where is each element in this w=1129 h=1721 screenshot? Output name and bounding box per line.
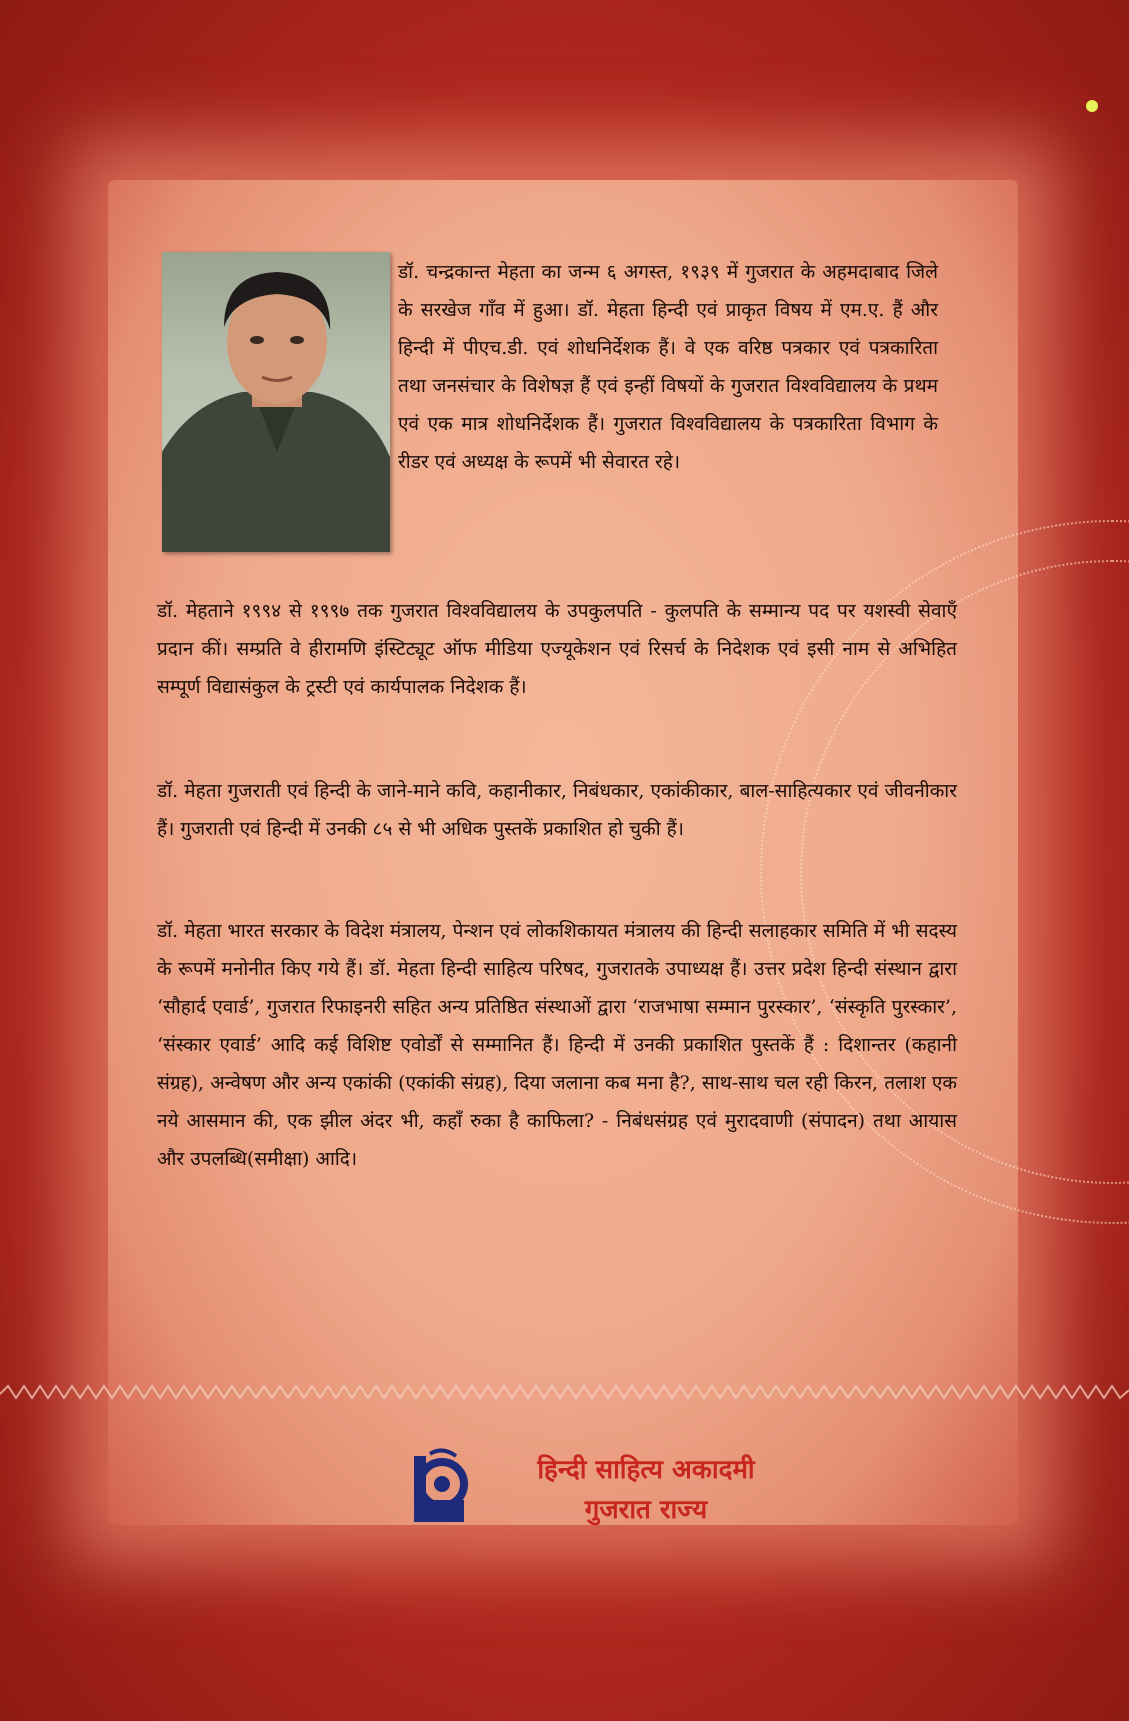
bio-paragraph-3: डॉ. मेहता गुजराती एवं हिन्दी के जाने-माने कवि, कहानीकार, निबंधकार, एकांकीकार, बाल-साहित्यकार एवं जीवनीकार हैं। गुजराती एवं हिन्दी में उनकी ८५ से भी अधिक पुस्तकें प्रकाशित हो चुकी हैं।: [157, 780, 957, 840]
author-portrait-illustration: [162, 252, 390, 552]
decorative-dot: [1086, 100, 1098, 112]
decorative-zigzag-band: [0, 1380, 1129, 1404]
bio-paragraph-2: डॉ. मेहताने १९९४ से १९९७ तक गुजरात विश्वविद्यालय के उपकुलपति - कुलपति के सम्मान्य पद पर यशस्वी सेवाएँ प्रदान कीं। सम्प्रति वे हीरामणि इंस्टिट्यूट ऑफ मीडिया एज्यूकेशन एवं रिसर्च के निदेशक एवं इसी नाम से अभिहित सम्पूर्ण विद्यासंकुल के ट्रस्टी एवं कार्यपालक निदेशक हैं।: [157, 600, 957, 698]
bio-paragraph-1: डॉ. चन्द्रकान्त मेहता का जन्म ६ अगस्त, १९३९ में गुजरात के अहमदाबाद जिले के सरखेज गाँव में हुआ। डॉ. मेहता हिन्दी एवं प्राकृत विषय में एम.ए. हैं और हिन्दी में पीएच.डी. एवं शोधनिर्देशक हैं। वे एक वरिष्ठ पत्रकार एवं पत्रकारिता तथा जनसंचार के विशेषज्ञ हैं एवं इन्हीं विषयों के गुजरात विश्वविद्यालय के प्रथम एवं एक मात्र शोधनिर्देशक हैं। गुजरात विश्वविद्यालय के पत्रकारिता विभाग के रीडर एवं अध्यक्ष के रूपमें भी सेवारत रहे।: [398, 261, 938, 473]
publisher-state: गुजरात राज्य: [584, 1495, 708, 1525]
author-photo: [162, 252, 390, 552]
academy-logo-icon: [408, 1448, 470, 1526]
bio-paragraph-4: डॉ. मेहता भारत सरकार के विदेश मंत्रालय, पेन्शन एवं लोकशिकायत मंत्रालय की हिन्दी सलाहकार समिति में भी सदस्य के रूपमें मनोनीत किए गये हैं। डॉ. मेहता हिन्दी साहित्य परिषद, गुजरातके उपाध्यक्ष हैं। उत्तर प्रदेश हिन्दी संस्थान द्वारा ‘सौहार्द एवार्ड’, गुजरात रिफाइनरी सहित अन्य प्रतिष्ठित संस्थाओं द्वारा ‘राजभाषा सम्मान पुरस्कार’, ‘संस्कृति पुरस्कार’, ‘संस्कार एवार्ड’ आदि कई विशिष्ट एवोर्डों से सम्मानित हैं। हिन्दी में उनकी प्रकाशित पुस्तकें हैं : दिशान्तर (कहानी संग्रह), अन्वेषण और अन्य एकांकी (एकांकी संग्रह), दिया जलाना कब मना है?, साथ-साथ चल रही किरन, तलाश एक नये आसमान की, एक झील अंदर भी, कहाँ रुका है काफिला? - निबंधसंग्रह एवं मुरादवाणी (संपादन) तथा आयास और उपलब्धि(समीक्षा) आदि।: [157, 920, 957, 1170]
publisher-name: हिन्दी साहित्य अकादमी: [537, 1455, 755, 1485]
